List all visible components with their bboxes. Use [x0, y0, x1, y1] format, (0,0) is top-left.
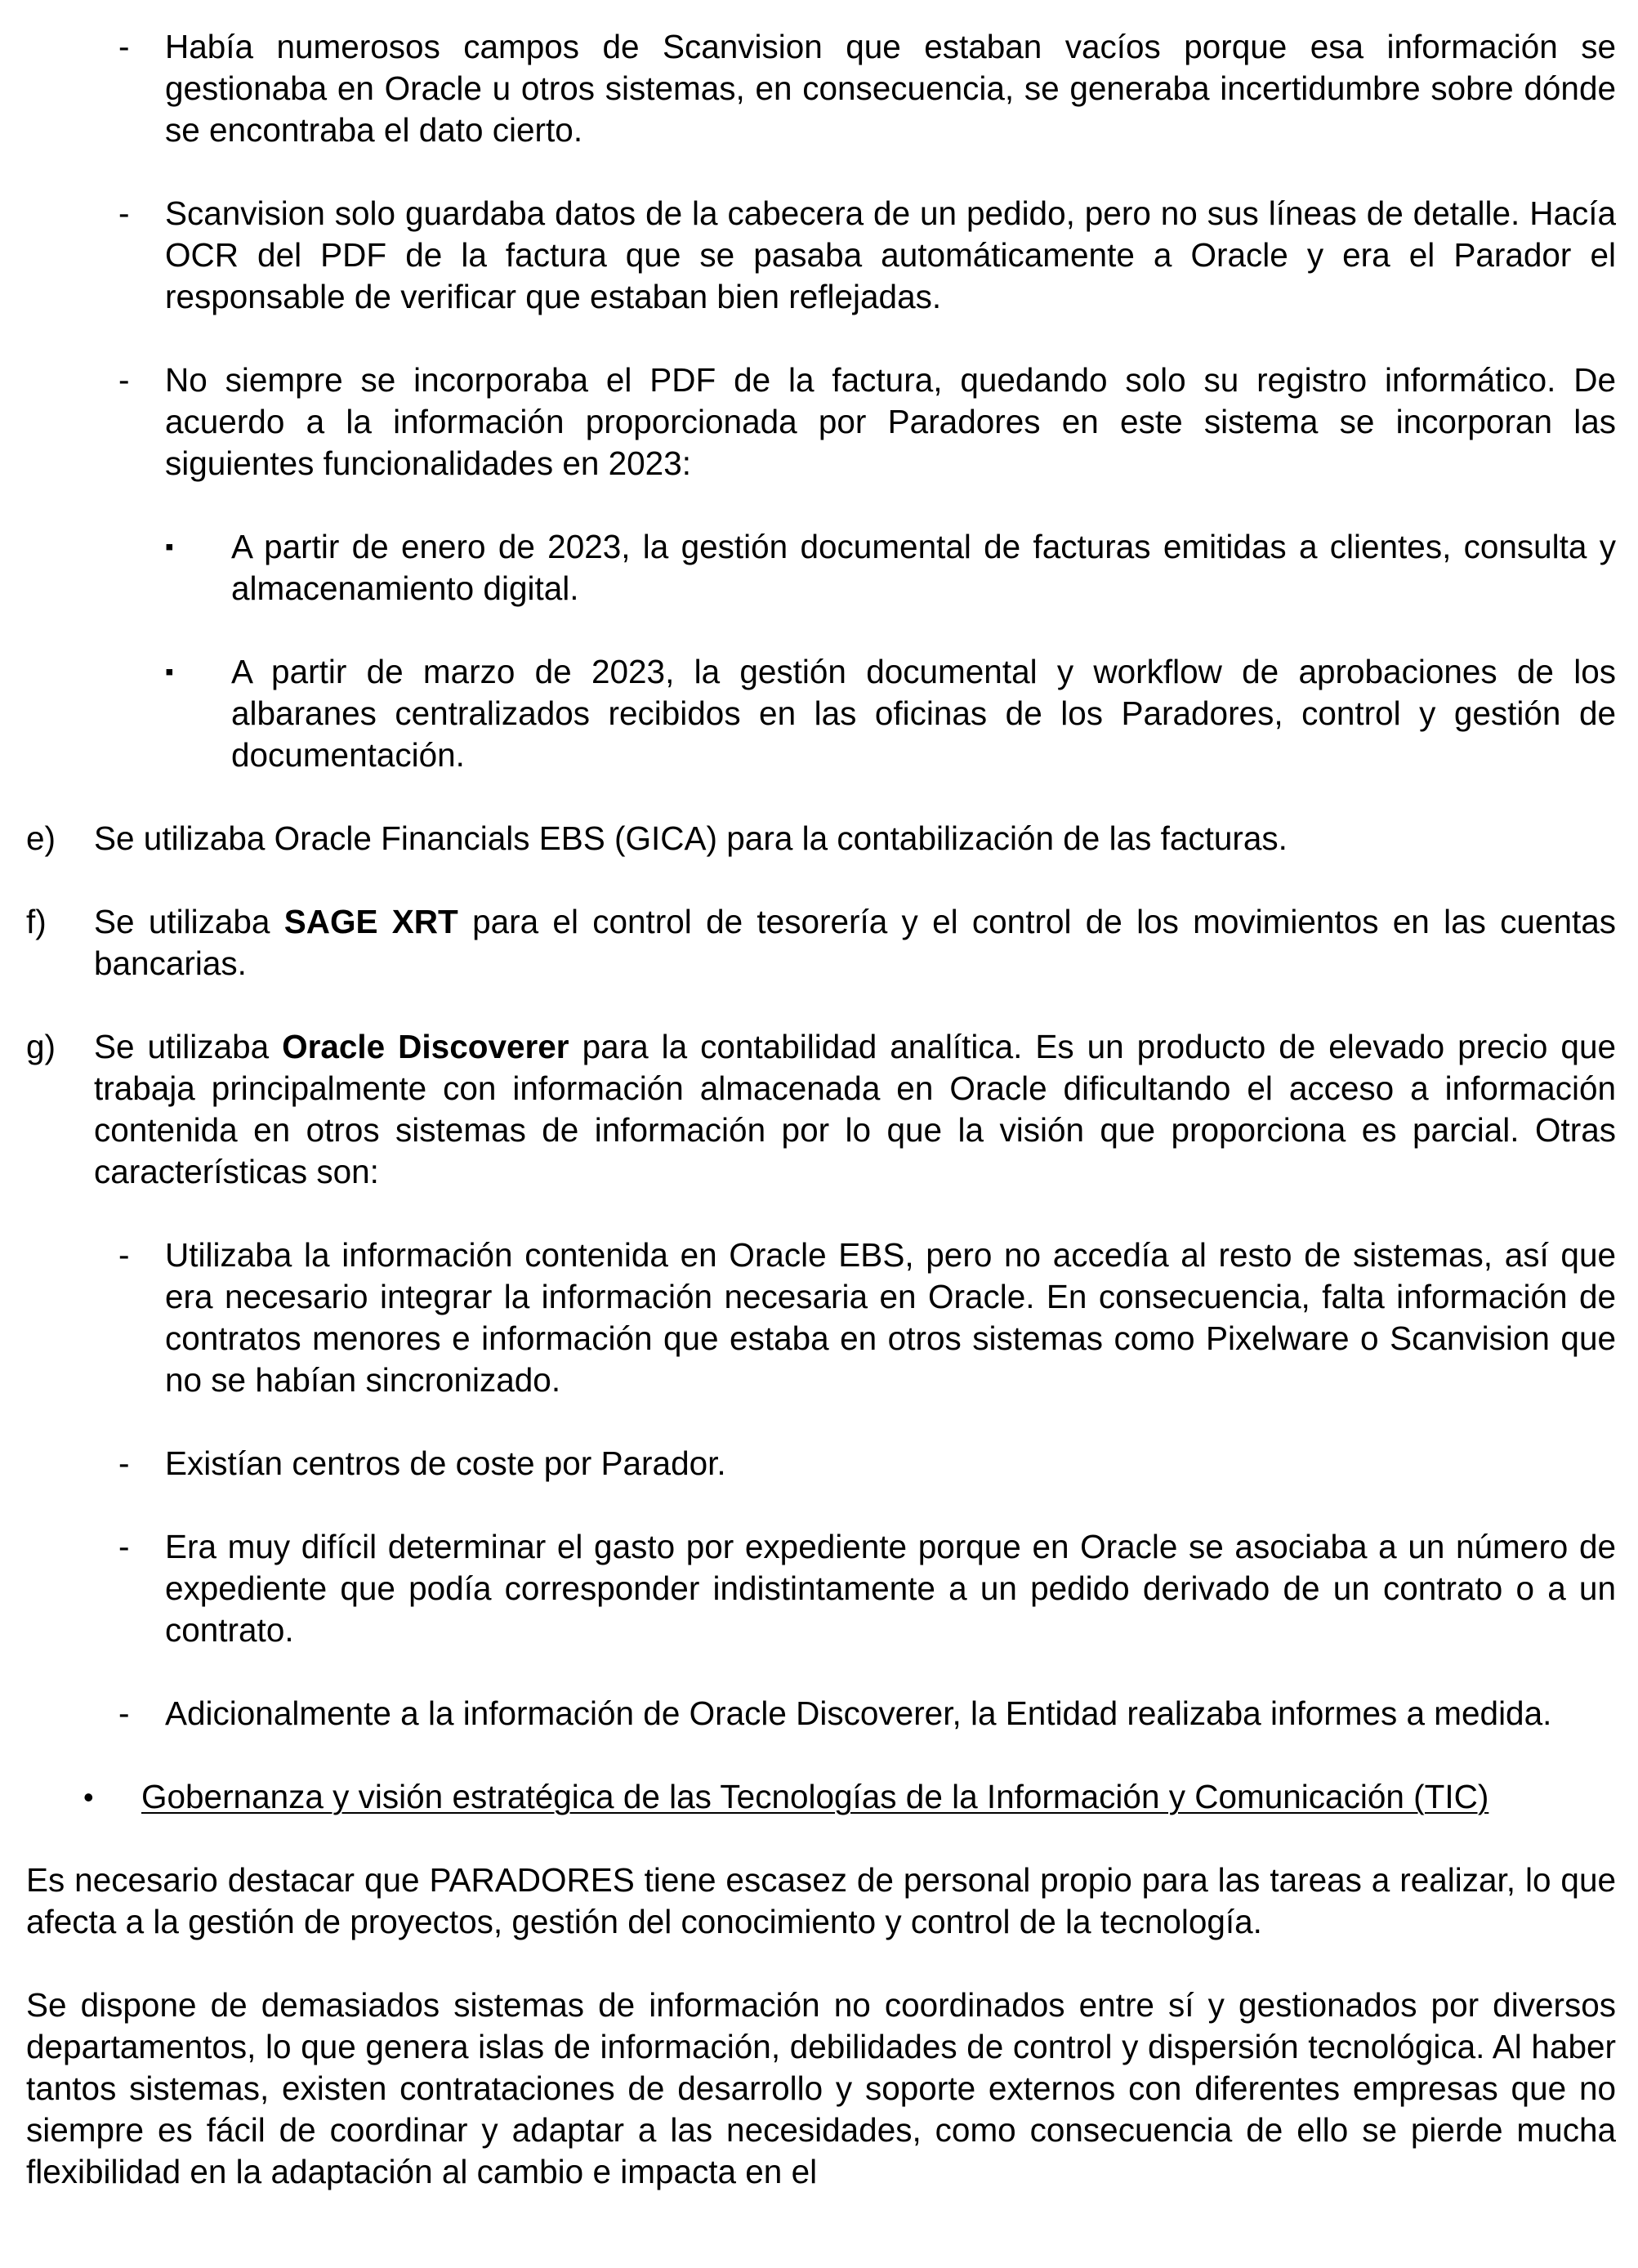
list-item-text: Había numerosos campos de Scanvision que estaban vacíos porque esa información se gestionaba en Oracle u otros sistemas, en consecuencia, se generaba incertidumbre sobre dónde se encontraba el dato cierto. [165, 28, 1616, 149]
dash-marker: - [118, 194, 130, 232]
list-item-informes-medida [26, 1693, 1616, 1734]
list-item-cabecera-pedido [26, 193, 1616, 318]
list-item-text [94, 901, 1616, 984]
sub-item-text: A partir de enero de 2023, la gestión documental de facturas emitidas a clientes, consulta y almacenamiento digital. [231, 528, 1616, 607]
list-item-oracle-ebs [26, 1234, 1616, 1401]
list-item-pdf-factura [26, 359, 1616, 484]
sub-item-enero-2023 [26, 526, 1616, 609]
dash-marker: - [118, 28, 130, 65]
text-run: para el control de tesorería y el control de los movimientos en las cuentas bancarias. [94, 903, 1617, 982]
sub-item-marzo-2023 [26, 651, 1616, 776]
document-page [26, 26, 1616, 2193]
list-item-text: Scanvision solo guardaba datos de la cabecera de un pedido, pero no sus líneas de detalle. Hacía OCR del PDF de la factura que se pasaba automáticamente a Oracle y era el Parador el responsable de verificar que estaban bien reflejadas. [165, 194, 1616, 315]
list-item-text: Adicionalmente a la información de Oracle Discoverer, la Entidad realizaba informes a medida. [165, 1694, 1552, 1732]
list-item-text: Era muy difícil determinar el gasto por expediente porque en Oracle se asociaba a un número de expediente que podía corresponder indistintamente a un pedido derivado de un contrato o a un contrato. [165, 1528, 1616, 1649]
dash-marker: - [118, 1236, 130, 1274]
square-bullet-icon: ▪ [165, 534, 174, 560]
dash-marker: - [118, 1694, 130, 1732]
letter-marker: e) [26, 819, 56, 857]
list-item-text: Se utilizaba Oracle Financials EBS (GICA) para la contabilización de las facturas. [94, 819, 1288, 857]
list-item-text [94, 1026, 1616, 1193]
dash-marker: - [118, 1444, 130, 1482]
paragraph-sistemas: Se dispone de demasiados sistemas de información no coordinados entre sí y gestionados por diversos departamentos, lo que genera islas de información, debilidades de control y dispersión tecnológica. Al haber tantos sistemas, existen contrataciones de desarrollo y soporte externos con diferentes empresas que no siempre es fácil de coordinar y adaptar a las necesidades, como consecuencia de ello se pierde mucha flexibilidad en la adaptación al cambio e impacta en el [26, 1986, 1616, 2190]
letter-marker: f) [26, 903, 47, 940]
text-run: Se utilizaba [94, 1028, 283, 1065]
list-item-e [26, 818, 1616, 859]
list-item-text: Utilizaba la información contenida en Oracle EBS, pero no accedía al resto de sistemas, así que era necesario integrar la información necesaria en Oracle. En consecuencia, falta información de contratos menores e información que estaba en otros sistemas como Pixelware o Scanvision que no se habían sincronizado. [165, 1236, 1616, 1399]
section-heading-text: Gobernanza y visión estratégica de las Tecnologías de la Información y Comunicación (TIC) [141, 1778, 1489, 1815]
list-item-text: Existían centros de coste por Parador. [165, 1444, 726, 1482]
list-item-text: No siempre se incorporaba el PDF de la factura, quedando solo su registro informático. De acuerdo a la información proporcionada por Paradores en este sistema se incorporan las siguientes funcionalidades en 2023: [165, 361, 1616, 482]
list-item-gasto-expediente [26, 1526, 1616, 1651]
list-item-g [26, 1026, 1616, 1193]
bold-term: SAGE XRT [283, 903, 458, 940]
list-item-campos-vacios [26, 26, 1616, 151]
letter-marker: g) [26, 1028, 56, 1065]
sub-item-text: A partir de marzo de 2023, la gestión documental y workflow de aprobaciones de los albaranes centralizados recibidos en las oficinas de los Paradores, control y gestión de documentación. [231, 653, 1616, 774]
text-run: Se utilizaba [94, 903, 284, 940]
square-bullet-icon: ▪ [165, 659, 174, 685]
section-heading-gobernanza [26, 1776, 1616, 1818]
text-run: para la contabilidad analítica. Es un producto de elevado precio que trabaja principalmente con información almacenada en Oracle dificultando el acceso a información contenida en otros sistemas de información por lo que la visión que proporciona es parcial. Otras características son: [94, 1028, 1616, 1190]
list-item-f [26, 901, 1616, 984]
dash-marker: - [118, 361, 130, 399]
bullet-icon: • [83, 1780, 94, 1814]
paragraph-personal: Es necesario destacar que PARADORES tiene escasez de personal propio para las tareas a realizar, lo que afecta a la gestión de proyectos, gestión del conocimiento y control de la tecnología. [26, 1861, 1616, 1940]
dash-marker: - [118, 1528, 130, 1565]
list-item-centros-coste [26, 1443, 1616, 1484]
bold-term: Oracle Discoverer [282, 1028, 569, 1065]
